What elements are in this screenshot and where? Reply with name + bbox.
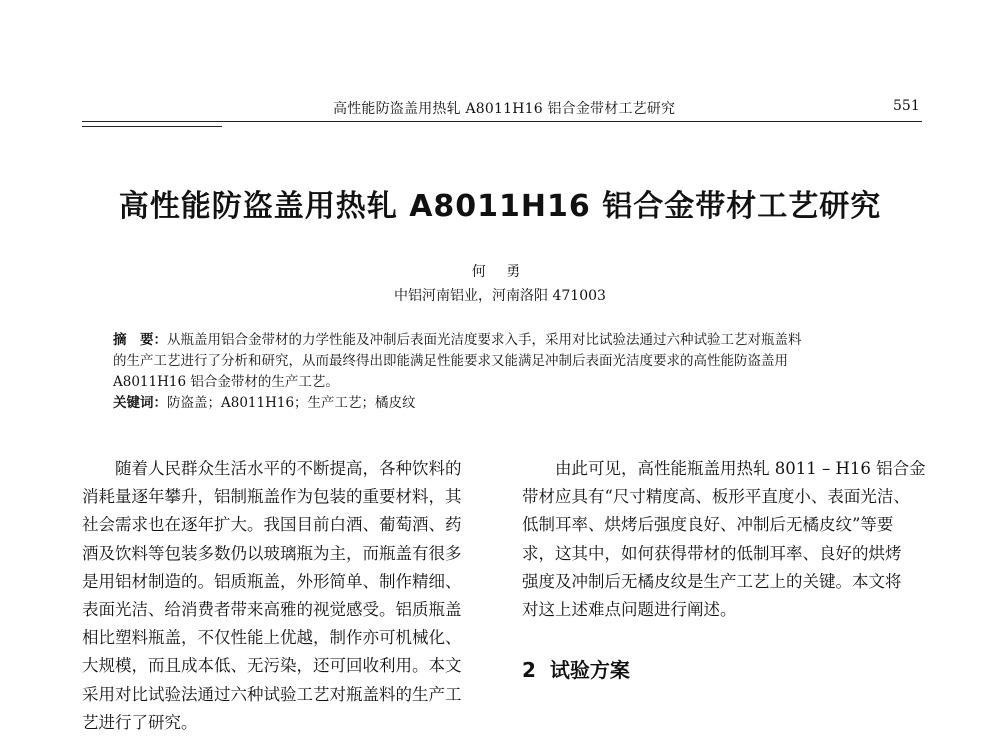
- paragraph-line: 相比塑料瓶盖，不仅性能上优越，制作亦可机械化、: [82, 628, 462, 648]
- abstract-block: [113, 330, 913, 414]
- abstract-text: 从瓶盖用铝合金带材的力学性能及冲制后表面光洁度要求入手，采用对比试验法通过六种试验工艺对瓶盖料: [167, 332, 802, 348]
- abstract-line: 的生产工艺进行了分析和研究，从而最终得出即能满足性能要求又能满足冲制后表面光洁度要求的高性能防盗盖用: [113, 353, 788, 369]
- body-right-column: [522, 455, 932, 624]
- abstract-line: A8011H16 铝合金带材的生产工艺。: [113, 374, 339, 390]
- author: 何 勇: [471, 264, 529, 280]
- running-header: 高性能防盗盖用热轧 A8011H16 铝合金带材工艺研究: [333, 101, 676, 117]
- page-number: 551: [893, 98, 920, 114]
- abstract-label: 摘 要：: [113, 332, 167, 348]
- paragraph-line: 带材应具有“尺寸精度高、板形平直度小、表面光洁、: [522, 487, 910, 507]
- section-number: 2: [522, 658, 536, 682]
- paper-title: 高性能防盗盖用热轧 A8011H16 铝合金带材工艺研究: [118, 189, 882, 224]
- keywords-line: [113, 393, 913, 414]
- affiliation: 中铝河南铝业，河南洛阳 471003: [394, 288, 606, 304]
- paragraph-line: 社会需求也在逐年扩大。我国目前白酒、葡萄酒、药: [82, 515, 462, 535]
- header-rule-short: [82, 126, 222, 127]
- paragraph-line: 消耗量逐年攀升，铝制瓶盖作为包装的重要材料，其: [82, 487, 462, 507]
- section-title: 试验方案: [549, 658, 630, 682]
- body-left-column: [82, 455, 492, 737]
- paragraph-line: 酒及饮料等包装多数仍以玻璃瓶为主，而瓶盖有很多: [82, 543, 462, 563]
- paragraph-line: 低制耳率、烘烤后强度良好、冲制后无橘皮纹”等要: [522, 515, 894, 535]
- keywords-text: 防盗盖；A8011H16；生产工艺；橘皮纹: [167, 395, 416, 411]
- paragraph-line: 求，这其中，如何获得带材的低制耳率、良好的烘烤: [522, 543, 902, 563]
- paragraph-line: 艺进行了研究。: [82, 712, 198, 732]
- paragraph-line: 表面光洁、给消费者带来高雅的视觉感受。铝质瓶盖: [82, 600, 462, 620]
- paragraph-line: 是用铝材制造的。铝质瓶盖，外形简单、制作精细、: [82, 571, 462, 591]
- header-rule: [82, 121, 922, 122]
- section-heading: [522, 654, 630, 683]
- paragraph-line: 采用对比试验法通过六种试验工艺对瓶盖料的生产工: [82, 684, 462, 704]
- keywords-label: 关键词：: [113, 395, 167, 411]
- abstract-line: [113, 330, 913, 351]
- paragraph-line: 随着人民群众生活水平的不断提高，各种饮料的: [82, 459, 462, 478]
- paragraph-line: 对这上述难点问题进行阐述。: [522, 600, 737, 620]
- paragraph-line: 大规模，而且成本低、无污染，还可回收利用。本文: [82, 656, 462, 676]
- paragraph-line: 由此可见，高性能瓶盖用热轧 8011 – H16 铝合金: [522, 459, 926, 478]
- paragraph-line: 强度及冲制后无橘皮纹是生产工艺上的关键。本文将: [522, 571, 902, 591]
